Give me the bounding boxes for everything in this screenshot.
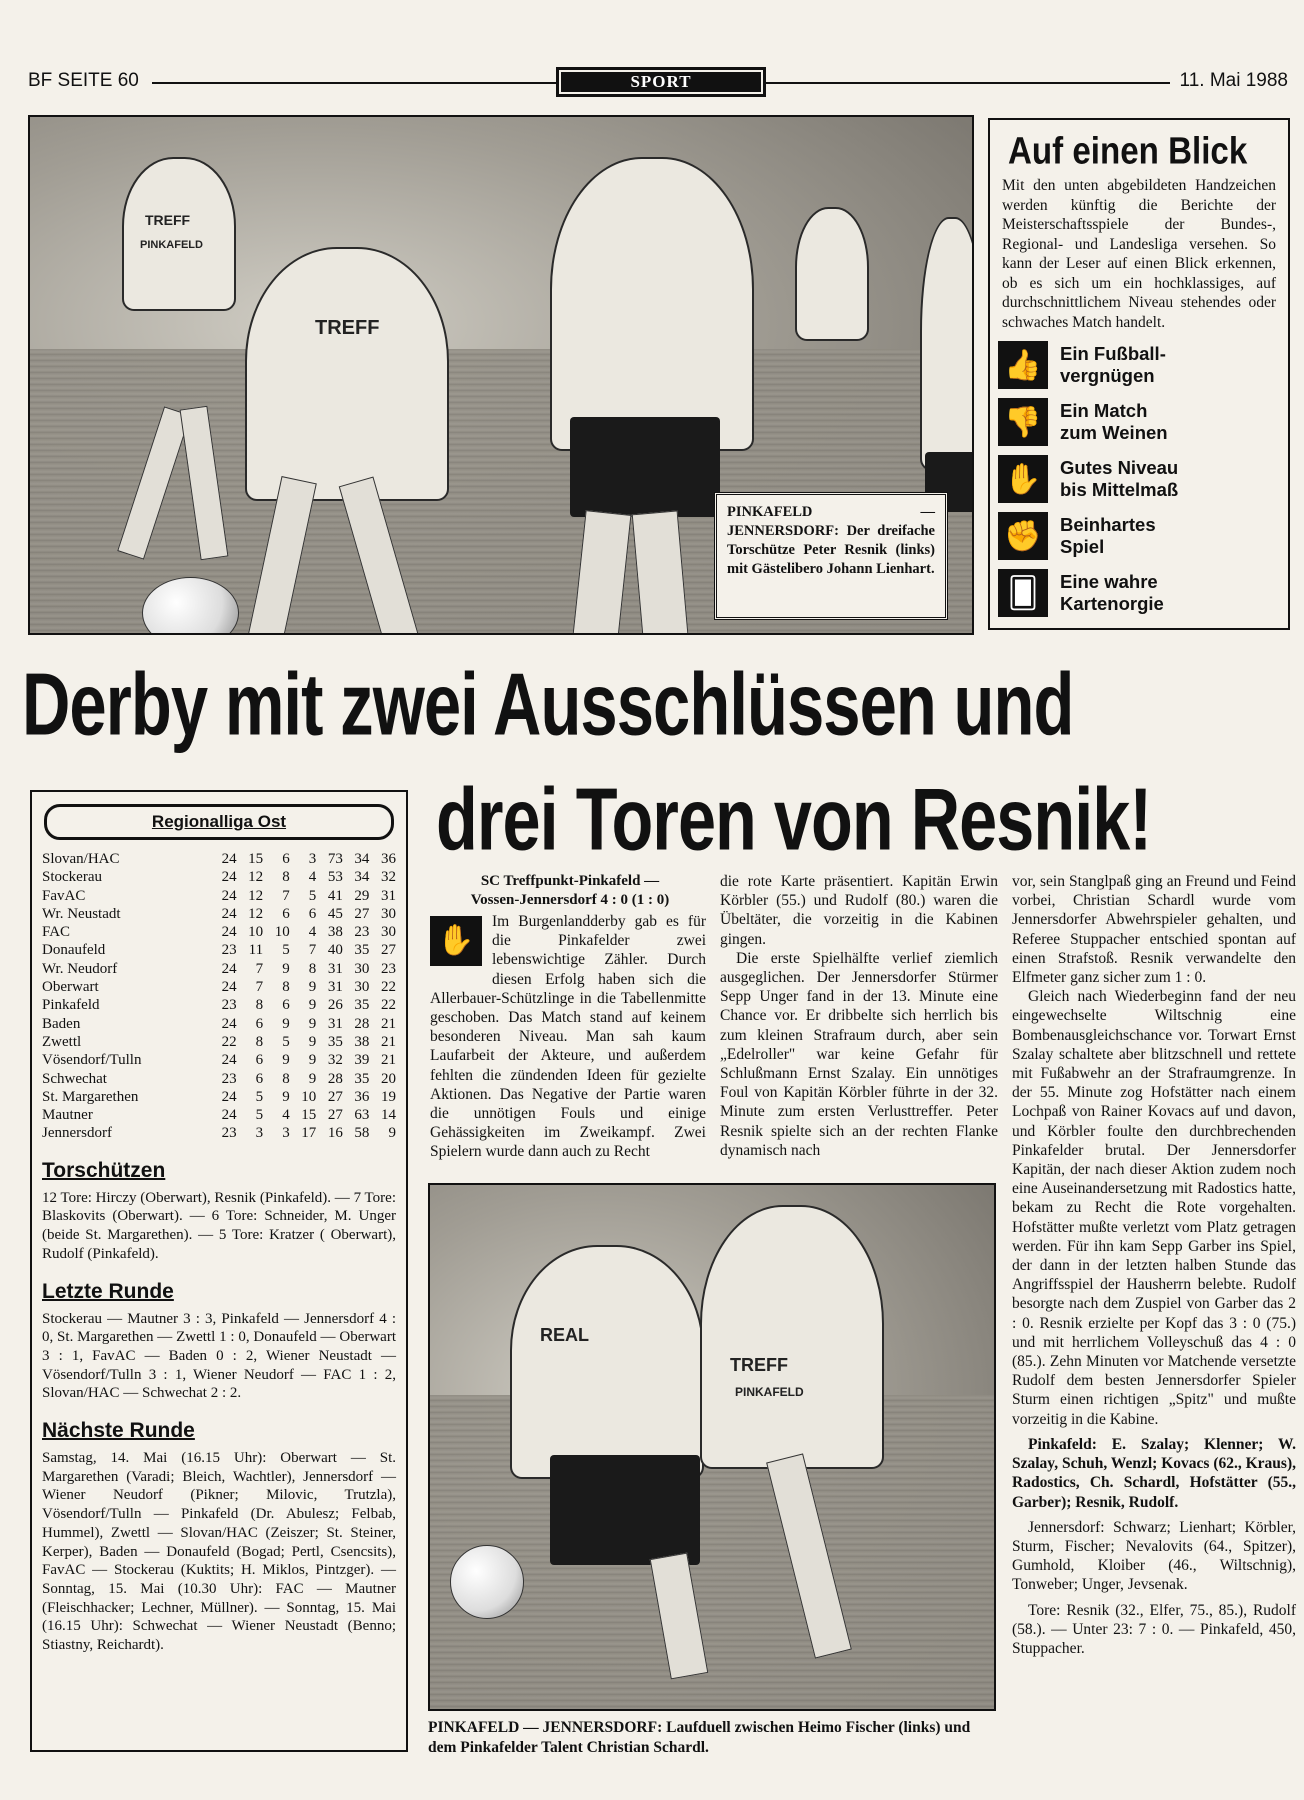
table-cell: 8	[308, 960, 317, 977]
legend-label: Ein Fußball-	[1060, 343, 1166, 364]
table-cell: 36	[381, 851, 396, 867]
table-cell: 8	[255, 997, 264, 1014]
legend-label: zum Weinen	[1060, 422, 1168, 443]
team-name: FavAC	[42, 887, 86, 904]
table-cell: 24	[221, 979, 237, 996]
table-cell: 4	[308, 869, 317, 886]
table-row	[42, 923, 396, 941]
team-name: Wr. Neustadt	[42, 905, 121, 922]
table-cell: 21	[381, 1015, 396, 1032]
goals-summary: Tore: Resnik (32., Elfer, 75., 85.), Rudolf (58.). — Unter 23: 7 : 0. — Pinkafeld, 450, Stuppacher.	[1012, 1601, 1296, 1657]
table-cell: 58	[354, 1125, 370, 1142]
article-text: vor, sein Stanglpaß ging an Freund und Feind vorbei, Christian Schardl wurde vom Jennersdorfer Abwehrspieler gehalten, und Referee Stuppacher entschied spontan auf einen Strafstoß. Resnik verwandelte den Elfmeter ganz sicher zum 1 : 0.	[1012, 873, 1296, 987]
table-cell: 39	[354, 1052, 370, 1069]
table-row	[42, 850, 396, 868]
header-rule-right	[766, 82, 1170, 84]
table-cell: 8	[282, 979, 290, 996]
team-name: Zwettl	[42, 1033, 82, 1050]
legend-label: vergnügen	[1060, 365, 1155, 386]
table-cell: 21	[381, 1033, 396, 1050]
table-cell: 28	[327, 1070, 343, 1087]
table-cell: 9	[308, 1052, 317, 1069]
table-cell: 7	[255, 960, 264, 977]
table-cell: 5	[282, 942, 290, 959]
flat-hand-icon: ✋	[430, 916, 482, 966]
team-name: Vösendorf/Tulln	[42, 1052, 142, 1069]
table-row	[42, 1033, 396, 1051]
cards-icon: 🂠	[998, 569, 1048, 617]
table-row	[42, 996, 396, 1014]
table-cell: 9	[388, 1125, 396, 1142]
league-title: Regionalliga Ost	[151, 812, 287, 831]
table-cell: 24	[221, 1052, 237, 1069]
table-cell: 6	[255, 1015, 264, 1032]
article-text: Gleich nach Wiederbeginn fand der neu eingewechselte Wiltschnig eine Bombenausgleichschance vor. Torwart Ernst Szalay schaltete aber blitzschnell und rettete mit Fußabwehr an der Strafraumgrenze. In der 55. Minute zog Hofstätter nach einem Lochpaß von Rainer Kovacs auf und davon, und Körbler foulte den durchbrechenden Pinkafelder brutal. Der Jennersdorfer Kapitän, der nach dieser Aktion zudem noch eine Auseinandersetzung mit Radostics hatte, bekam zu Recht die Rote vorgehalten. Hofstätter mußte verletzt vom Platz getragen werden. Für ihn kam Sepp Garber ins Spiel, der dann in der letzten halben Stunde das Angriffsspiel der Hausherrn belebte. Rudolf besorgte nach dem Zuspiel von Garber das 2 : 0. Resnik erzielte per Kopf das 3 : 0 (75.) und mit herrlichem Volleyschuß das 4 : 0 (85.). Zehn Minuten vor Matchende versetzte Rudolf dem besten Jennersdorfer Spieler Sturm einen richtigen „Spitz" und mußte vorzeitig in die Kabine.	[1012, 988, 1296, 1428]
match-teams: SC Treffpunkt-Pinkafeld —	[480, 873, 660, 889]
table-cell: 27	[381, 942, 396, 959]
team-name: Slovan/HAC	[42, 851, 120, 867]
legend-label: Ein Match	[1060, 400, 1148, 421]
table-cell: 9	[282, 1015, 290, 1032]
article-column-3	[1012, 872, 1296, 1658]
table-cell: 24	[221, 851, 237, 867]
section-label: SPORT	[561, 72, 761, 92]
player-shorts	[550, 1455, 700, 1565]
table-cell: 16	[327, 1125, 343, 1142]
article-column-2	[720, 872, 998, 1160]
table-cell: 10	[248, 924, 264, 941]
team-name: Wr. Neudorf	[42, 960, 118, 977]
table-cell: 26	[327, 997, 343, 1014]
legend-list	[998, 341, 1280, 617]
table-cell: 24	[221, 905, 237, 922]
table-cell: 8	[282, 869, 290, 886]
last-round-text: Stockerau — Mautner 3 : 3, Pinkafeld — Jennersdorf 4 : 0, St. Margarethen — Zwettl 1 : 0, Donaufeld — Oberwart 3 : 1, FavAC — Baden 0 : 2, Wiener Neustadt — Vösendorf/Tulln 3 : 1, Wiener Neudorf — FAC 1 : 2, Slovan/HAC — Schwechat 2 : 2.	[42, 1310, 396, 1402]
article-text: Im Burgenlandderby gab es für die Pinkafelder zwei lebenswichtige Zähler. Durch diesen Erfolg haben sich die Allerbauer-Schützlinge in die Tabellenmitte geschoben. Das Match stand auf keinem besonderen Niveau. Man sah kaum Laufarbeit der Akteure, und außerdem fehlten die zündenden Ideen für gezielte Aktionen. Das Negative der Partie waren die unnötigen Fouls und einige Gehässigkeiten im Zweikampf. Zwei Spielern wurde dann auch zu Recht	[430, 913, 706, 1161]
shirt-print: REAL	[540, 1325, 589, 1345]
player-background-left	[122, 157, 236, 311]
legend-label: bis Mittelmaß	[1060, 479, 1179, 500]
section-banner	[556, 67, 766, 97]
legend-label: Kartenorgie	[1060, 593, 1164, 614]
table-cell: 28	[354, 1015, 370, 1032]
team-name: Schwechat	[42, 1070, 107, 1087]
rating-legend-box	[988, 118, 1290, 630]
table-cell: 12	[248, 887, 264, 904]
table-row	[42, 1124, 396, 1142]
table-cell: 38	[327, 924, 343, 941]
team-name: Donaufeld	[42, 942, 106, 959]
table-cell: 6	[282, 905, 290, 922]
match-score: Vossen-Jennersdorf 4 : 0 (1 : 0)	[470, 892, 670, 908]
table-cell: 23	[381, 960, 396, 977]
table-cell: 3	[282, 1125, 290, 1142]
article-column-1	[430, 912, 706, 1162]
player-fischer	[510, 1245, 704, 1479]
table-cell: 3	[308, 851, 317, 867]
photo-caption: PINKAFELD — JENNERSDORF: Laufduell zwischen Heimo Fischer (links) und dem Pinkafelder Talent Christian Schardl.	[428, 1719, 971, 1756]
lineup-pinkafeld: Pinkafeld: E. Szalay; Klenner; W. Szalay, Schuh, Wenzl; Kovacs (62., Kraus), Radostics, Ch. Schardl, Hofstätter (55., Garber); Resnik, Rudolf.	[1012, 1435, 1296, 1511]
table-cell: 24	[221, 869, 237, 886]
table-cell: 30	[354, 960, 370, 977]
table-cell: 27	[327, 1107, 343, 1124]
fist-icon: ✊	[998, 512, 1048, 560]
table-cell: 32	[327, 1052, 343, 1069]
table-row	[42, 868, 396, 886]
table-cell: 24	[221, 1015, 237, 1032]
table-cell: 10	[301, 1088, 317, 1105]
team-name: FAC	[42, 924, 71, 941]
duel-photo	[428, 1183, 996, 1711]
table-cell: 12	[248, 869, 264, 886]
table-cell: 22	[381, 997, 396, 1014]
table-cell: 27	[354, 905, 370, 922]
table-cell: 45	[327, 905, 343, 922]
table-row	[42, 941, 396, 959]
table-cell: 35	[354, 1070, 370, 1087]
legend-label: Spiel	[1060, 536, 1105, 557]
table-cell: 9	[282, 960, 290, 977]
table-cell: 17	[301, 1125, 317, 1142]
scorers-text: 12 Tore: Hirczy (Oberwart), Resnik (Pinkafeld). — 7 Tore: Blaskovits (Oberwart). — 6 Tore: Schneider, M. Unger (beide St. Margarethen). — 5 Tore: Kratzer ( Oberwart), Rudolf (Pinkafeld).	[42, 1189, 396, 1262]
header-rule-left	[152, 82, 556, 84]
headline-line-1: Derby mit zwei Ausschlüssen und	[22, 656, 1074, 754]
table-cell: 31	[327, 960, 343, 977]
table-cell: 23	[221, 1070, 237, 1087]
table-cell: 35	[327, 1033, 343, 1050]
legend-item	[998, 341, 1280, 389]
table-cell: 24	[221, 1088, 237, 1105]
table-cell: 3	[255, 1125, 264, 1142]
article-text: die rote Karte präsentiert. Kapitän Erwin Körbler (55.) und Rudolf (80.) waren die Übeltäter, die vorzeitig in die Kabinen gingen.	[720, 873, 998, 948]
thumbs-up-icon: 👍	[998, 341, 1048, 389]
thumbs-down-icon: 👎	[998, 398, 1048, 446]
team-name: Oberwart	[42, 979, 99, 996]
table-cell: 24	[221, 924, 237, 941]
table-row	[42, 1070, 396, 1088]
shirt-print: PINKAFELD	[140, 239, 203, 251]
table-row	[42, 1088, 396, 1106]
table-cell: 73	[327, 851, 343, 867]
table-row	[42, 960, 396, 978]
football	[450, 1545, 524, 1619]
lineup-jennersdorf: Jennersdorf: Schwarz; Lienhart; Körbler, Sturm, Fischer; Nevalovits (64., Spitzer), Gumhold, Kloiber (46., Wiltschnig), Tonweber; Unger, Jevsenak.	[1012, 1518, 1296, 1594]
table-cell: 9	[308, 997, 317, 1014]
table-cell: 6	[255, 1070, 264, 1087]
issue-date: 11. Mai 1988	[1179, 70, 1288, 91]
player-edge-right	[920, 217, 974, 471]
table-cell: 27	[327, 1088, 343, 1105]
legend-label: Gutes Niveau	[1060, 457, 1179, 478]
table-cell: 23	[221, 942, 237, 959]
table-cell: 24	[221, 1107, 237, 1124]
table-cell: 20	[381, 1070, 396, 1087]
table-cell: 11	[248, 942, 264, 959]
player-resnik	[245, 247, 449, 501]
legend-label: Eine wahre	[1060, 571, 1158, 592]
player-background-right	[795, 207, 869, 341]
table-cell: 30	[381, 924, 396, 941]
table-cell: 6	[308, 905, 317, 922]
headline-line-2: drei Toren von Resnik!	[436, 771, 1152, 869]
legend-item	[998, 569, 1280, 617]
table-cell: 5	[255, 1088, 264, 1105]
next-round-heading: Nächste Runde	[42, 1419, 195, 1443]
legend-title: Auf einen Blick	[1008, 128, 1248, 172]
team-name: Baden	[42, 1015, 81, 1032]
table-cell: 63	[354, 1107, 370, 1124]
table-cell: 12	[248, 905, 264, 922]
table-row	[42, 978, 396, 996]
league-table	[42, 850, 396, 1143]
table-cell: 23	[221, 997, 237, 1014]
legend-intro: Mit den unten abgebildeten Handzeichen werden künftig die Berichte der Meisterschaftsspiele der Bundes-, Regional- und Landesliga versehen. So kann der Leser auf einen Blick erkennen, ob es sich um ein hochklassiges, auf durchschnittlichem Niveau stehendes oder schwaches Match handelt.	[1002, 177, 1276, 331]
table-cell: 9	[308, 979, 317, 996]
table-cell: 32	[381, 869, 396, 886]
shirt-print: TREFF	[315, 317, 380, 339]
last-round-heading: Letzte Runde	[42, 1279, 174, 1303]
team-name: Pinkafeld	[42, 997, 100, 1014]
table-cell: 21	[381, 1052, 396, 1069]
table-cell: 15	[248, 851, 264, 867]
team-name: St. Margarethen	[42, 1088, 139, 1105]
table-cell: 8	[282, 1070, 290, 1087]
table-cell: 5	[282, 1033, 290, 1050]
table-cell: 30	[381, 905, 396, 922]
table-cell: 9	[308, 1070, 317, 1087]
table-cell: 29	[354, 887, 370, 904]
table-cell: 36	[354, 1088, 370, 1105]
table-cell: 9	[282, 1052, 290, 1069]
table-cell: 15	[301, 1107, 317, 1124]
table-row	[42, 905, 396, 923]
table-row	[42, 1051, 396, 1069]
player-shorts	[570, 417, 720, 517]
table-cell: 24	[221, 887, 237, 904]
match-result-heading	[430, 872, 710, 910]
table-cell: 31	[327, 979, 343, 996]
flat-hand-icon: ✋	[998, 455, 1048, 503]
table-cell: 30	[354, 979, 370, 996]
table-cell: 23	[221, 1125, 237, 1142]
table-cell: 19	[381, 1088, 396, 1105]
table-cell: 31	[381, 887, 396, 904]
legend-item	[998, 398, 1280, 446]
photo-caption: PINKAFELD — JENNERSDORF: Der dreifache Torschütze Peter Resnik (links) mit Gästelibero Johann Lienhart.	[714, 492, 948, 620]
table-cell: 9	[282, 1088, 290, 1105]
table-cell: 6	[282, 997, 290, 1014]
table-cell: 4	[308, 924, 317, 941]
table-row	[42, 887, 396, 905]
shirt-print: PINKAFELD	[735, 1385, 804, 1399]
table-cell: 7	[308, 942, 317, 959]
legend-label: Beinhartes	[1060, 514, 1156, 535]
table-cell: 34	[354, 851, 370, 867]
table-cell: 7	[255, 979, 264, 996]
table-cell: 8	[255, 1033, 264, 1050]
table-cell: 14	[381, 1107, 396, 1124]
league-sidebar	[30, 790, 408, 1752]
team-name: Mautner	[42, 1107, 93, 1124]
table-cell: 7	[282, 887, 290, 904]
table-row	[42, 1015, 396, 1033]
table-cell: 9	[308, 1015, 317, 1032]
table-cell: 31	[327, 1015, 343, 1032]
player-lienhart	[550, 157, 754, 451]
table-cell: 35	[354, 997, 370, 1014]
scorers-heading: Torschützen	[42, 1158, 166, 1182]
shirt-print: TREFF	[730, 1355, 788, 1375]
table-cell: 6	[282, 851, 290, 867]
article-text: Die erste Spielhälfte verlief ziemlich ausgeglichen. Der Jennersdorfer Stürmer Sepp Unger fand in der 13. Minute eine Chance vor. Er dribbelte sich herrlich bis zum kleinen Strafraum durch, aber sein „Edelroller" war keine Gefahr für Schlußmann Ernst Szalay. Ein unnötiges Foul von Kapitän Körbler führte in der 32. Minute zum ersten Verlusttreffer. Peter Resnik spielte sich an der rechten Flanke dynamisch nach	[720, 949, 998, 1159]
legend-item	[998, 512, 1280, 560]
table-cell: 34	[354, 869, 370, 886]
player-schardl	[700, 1205, 884, 1469]
shirt-print: TREFF	[145, 212, 191, 228]
team-name: Stockerau	[42, 869, 102, 886]
table-cell: 38	[354, 1033, 370, 1050]
table-cell: 23	[354, 924, 370, 941]
table-cell: 5	[308, 887, 317, 904]
next-round-text: Samstag, 14. Mai (16.15 Uhr): Oberwart — St. Margarethen (Varadi; Bleich, Wachtler), Jennersdorf — Wiener Neudorf (Pikner; Milovic, Trutzla), Vösendorf/Tulln — Pinkafeld (Dr. Abulesz; Felbab, Hummel), Zwettl — Slovan/HAC (Zeiszer; St. Steiner, Kerper), Baden — Donaufeld (Bogad; Pertl, Csencsits), FavAC — Stockerau (Kuktits; H. Miklos, Pintzger). — Sonntag, 15. Mai (10.30 Uhr): FAC — Mautner (Fleischhacker; Lechner, Müllner). — Sonntag, 15. Mai (16.15 Uhr): Schwechat — Wiener Neustadt (Benno; Stiastny, Reichardt).	[42, 1450, 396, 1654]
table-cell: 22	[381, 979, 396, 996]
table-cell: 4	[282, 1107, 290, 1124]
table-cell: 35	[354, 942, 370, 959]
table-row	[42, 1106, 396, 1124]
table-cell: 22	[221, 1033, 237, 1050]
table-cell: 6	[255, 1052, 264, 1069]
team-name: Jennersdorf	[42, 1125, 112, 1142]
table-cell: 9	[308, 1033, 317, 1050]
legend-item	[998, 455, 1280, 503]
table-cell: 5	[255, 1107, 264, 1124]
table-cell: 24	[221, 960, 237, 977]
page-number: BF SEITE 60	[28, 70, 139, 91]
table-cell: 40	[327, 942, 343, 959]
table-cell: 10	[274, 924, 290, 941]
top-match-photo	[28, 115, 974, 635]
league-title-banner	[44, 804, 394, 840]
table-cell: 53	[327, 869, 343, 886]
table-cell: 41	[327, 887, 343, 904]
